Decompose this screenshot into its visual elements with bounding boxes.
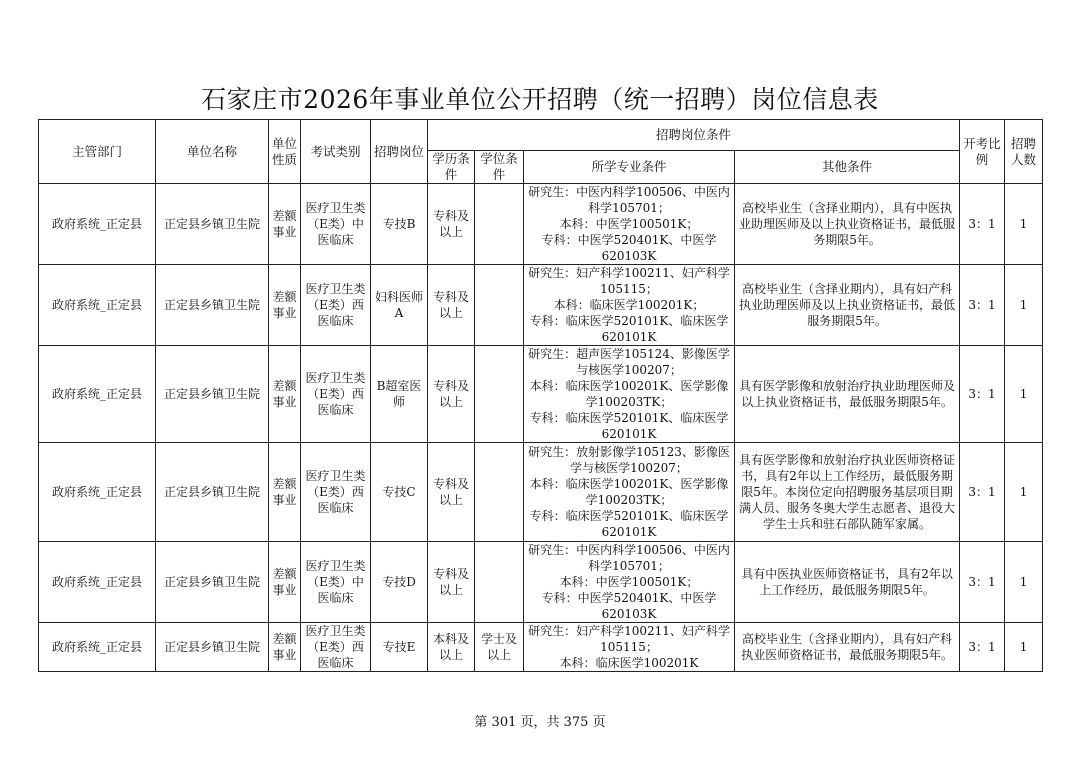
- cell-unit: 正定县乡镇卫生院: [156, 265, 269, 346]
- cell-ratio: 3：1: [960, 346, 1005, 443]
- cell-major: [524, 443, 735, 542]
- header-other: 其他条件: [735, 151, 960, 184]
- cell-other: 高校毕业生（含择业期内），具有中医执业助理医师及以上执业资格证书，最低服务期限5年。: [735, 184, 960, 265]
- cell-degree: 学士及以上: [475, 623, 524, 672]
- cell-nature: 差额事业: [269, 443, 301, 542]
- major-line: 研究生：中医内科学100506、中医内科学105701；: [528, 543, 730, 573]
- cell-post: 专技E: [371, 623, 428, 672]
- cell-nature: 差额事业: [269, 623, 301, 672]
- cell-unit: 正定县乡镇卫生院: [156, 623, 269, 672]
- header-degree: 学位条件: [475, 151, 524, 184]
- major-line: 本科：临床医学100201K、医学影像学100203TK；: [529, 477, 729, 507]
- major-line: 研究生：超声医学105124、影像医学与核医学100207；: [528, 347, 730, 377]
- cell-edu: 专科及以上: [428, 265, 475, 346]
- cell-other: 具有医学影像和放射治疗执业医师资格证书，具有2年以上工作经历，最低服务期限5年。本岗位定向招聘服务基层项目期满人员、服务冬奥大学生志愿者、退役大学生士兵和驻石部队随军家属。: [735, 443, 960, 542]
- major-line: 研究生：妇产科学100211、妇产科学105115；: [528, 266, 730, 296]
- cell-other: 具有中医执业医师资格证书，具有2年以上工作经历，最低服务期限5年。: [735, 542, 960, 623]
- cell-edu: 专科及以上: [428, 184, 475, 265]
- cell-ratio: 3：1: [960, 542, 1005, 623]
- cell-edu: 本科及以上: [428, 623, 475, 672]
- cell-dept: 政府系统_正定县: [39, 623, 156, 672]
- cell-ratio: 3：1: [960, 443, 1005, 542]
- cell-post: 妇科医师A: [371, 265, 428, 346]
- cell-edu: 专科及以上: [428, 346, 475, 443]
- cell-unit: 正定县乡镇卫生院: [156, 184, 269, 265]
- cell-degree: [475, 265, 524, 346]
- cell-count: 1: [1005, 623, 1043, 672]
- cell-edu: 专科及以上: [428, 443, 475, 542]
- cell-ratio: 3：1: [960, 265, 1005, 346]
- cell-dept: 政府系统_正定县: [39, 443, 156, 542]
- header-dept: 主管部门: [39, 120, 156, 184]
- header-nature: 单位性质: [269, 120, 301, 184]
- cell-dept: 政府系统_正定县: [39, 542, 156, 623]
- cell-unit: 正定县乡镇卫生院: [156, 443, 269, 542]
- table-row: [39, 184, 1043, 265]
- major-line: 本科：临床医学100201K、医学影像学100203TK；: [529, 379, 729, 409]
- header-exam: 考试类别: [301, 120, 371, 184]
- header-ratio: 开考比例: [960, 120, 1005, 184]
- cell-exam: 医疗卫生类（E类）西医临床: [301, 443, 371, 542]
- cell-post: 专技D: [371, 542, 428, 623]
- major-line: 研究生：妇产科学100211、妇产科学105115；: [528, 624, 730, 654]
- table-row: [39, 346, 1043, 443]
- cell-degree: [475, 542, 524, 623]
- cell-count: 1: [1005, 265, 1043, 346]
- cell-major: [524, 542, 735, 623]
- major-line: 专科：临床医学520101K、临床医学620101K: [529, 509, 729, 539]
- cell-other: 高校毕业生（含择业期内），具有妇产科执业医师资格证书，最低服务期限5年。: [735, 623, 960, 672]
- table-row: [39, 265, 1043, 346]
- cell-dept: 政府系统_正定县: [39, 346, 156, 443]
- cell-degree: [475, 184, 524, 265]
- cell-unit: 正定县乡镇卫生院: [156, 346, 269, 443]
- cell-dept: 政府系统_正定县: [39, 184, 156, 265]
- cell-post: 专技C: [371, 443, 428, 542]
- page-title: 石家庄市2026年事业单位公开招聘（统一招聘）岗位信息表: [201, 85, 879, 114]
- cell-degree: [475, 443, 524, 542]
- header-post: 招聘岗位: [371, 120, 428, 184]
- cell-major: [524, 623, 735, 672]
- cell-major: [524, 184, 735, 265]
- cell-edu: 专科及以上: [428, 542, 475, 623]
- header-edu: 学历条件: [428, 151, 475, 184]
- cell-unit: 正定县乡镇卫生院: [156, 542, 269, 623]
- major-line: 专科：中医学520401K、中医学620103K: [541, 591, 717, 621]
- cell-count: 1: [1005, 542, 1043, 623]
- header-conditions: 招聘岗位条件: [428, 120, 960, 151]
- major-line: 研究生：放射影像学105123、影像医学与核医学100207；: [528, 445, 730, 475]
- cell-nature: 差额事业: [269, 542, 301, 623]
- cell-nature: 差额事业: [269, 184, 301, 265]
- major-line: 本科：中医学100501K；: [559, 575, 699, 589]
- major-line: 专科：临床医学520101K、临床医学620101K: [529, 411, 729, 441]
- cell-nature: 差额事业: [269, 265, 301, 346]
- cell-exam: 医疗卫生类（E类）中医临床: [301, 184, 371, 265]
- major-line: 本科：临床医学100201K: [559, 656, 699, 670]
- cell-major: [524, 265, 735, 346]
- cell-other: 高校毕业生（含择业期内），具有妇产科执业助理医师及以上执业资格证书，最低服务期限5年。: [735, 265, 960, 346]
- cell-post: 专技B: [371, 184, 428, 265]
- cell-ratio: 3：1: [960, 184, 1005, 265]
- cell-dept: 政府系统_正定县: [39, 265, 156, 346]
- cell-count: 1: [1005, 346, 1043, 443]
- cell-count: 1: [1005, 443, 1043, 542]
- cell-nature: 差额事业: [269, 346, 301, 443]
- cell-major: [524, 346, 735, 443]
- table-row: [39, 443, 1043, 542]
- cell-ratio: 3：1: [960, 623, 1005, 672]
- major-line: 专科：临床医学520101K、临床医学620101K: [529, 314, 729, 344]
- cell-degree: [475, 346, 524, 443]
- cell-post: B超室医师: [371, 346, 428, 443]
- cell-exam: 医疗卫生类（E类）西医临床: [301, 265, 371, 346]
- major-line: 本科：中医学100501K；: [559, 217, 699, 231]
- header-count: 招聘人数: [1005, 120, 1043, 184]
- cell-exam: 医疗卫生类（E类）西医临床: [301, 346, 371, 443]
- table-row: [39, 623, 1043, 672]
- cell-exam: 医疗卫生类（E类）中医临床: [301, 542, 371, 623]
- major-line: 专科：中医学520401K、中医学620103K: [541, 233, 717, 263]
- cell-other: 具有医学影像和放射治疗执业助理医师及以上执业资格证书，最低服务期限5年。: [735, 346, 960, 443]
- job-info-table: [38, 119, 1043, 672]
- header-unit: 单位名称: [156, 120, 269, 184]
- cell-exam: 医疗卫生类（E类）西医临床: [301, 623, 371, 672]
- header-major: 所学专业条件: [524, 151, 735, 184]
- cell-count: 1: [1005, 184, 1043, 265]
- major-line: 本科：临床医学100201K；: [553, 298, 705, 312]
- major-line: 研究生：中医内科学100506、中医内科学105701；: [528, 185, 730, 215]
- page-footer: 第 301 页，共 375 页: [474, 715, 606, 730]
- table-row: [39, 542, 1043, 623]
